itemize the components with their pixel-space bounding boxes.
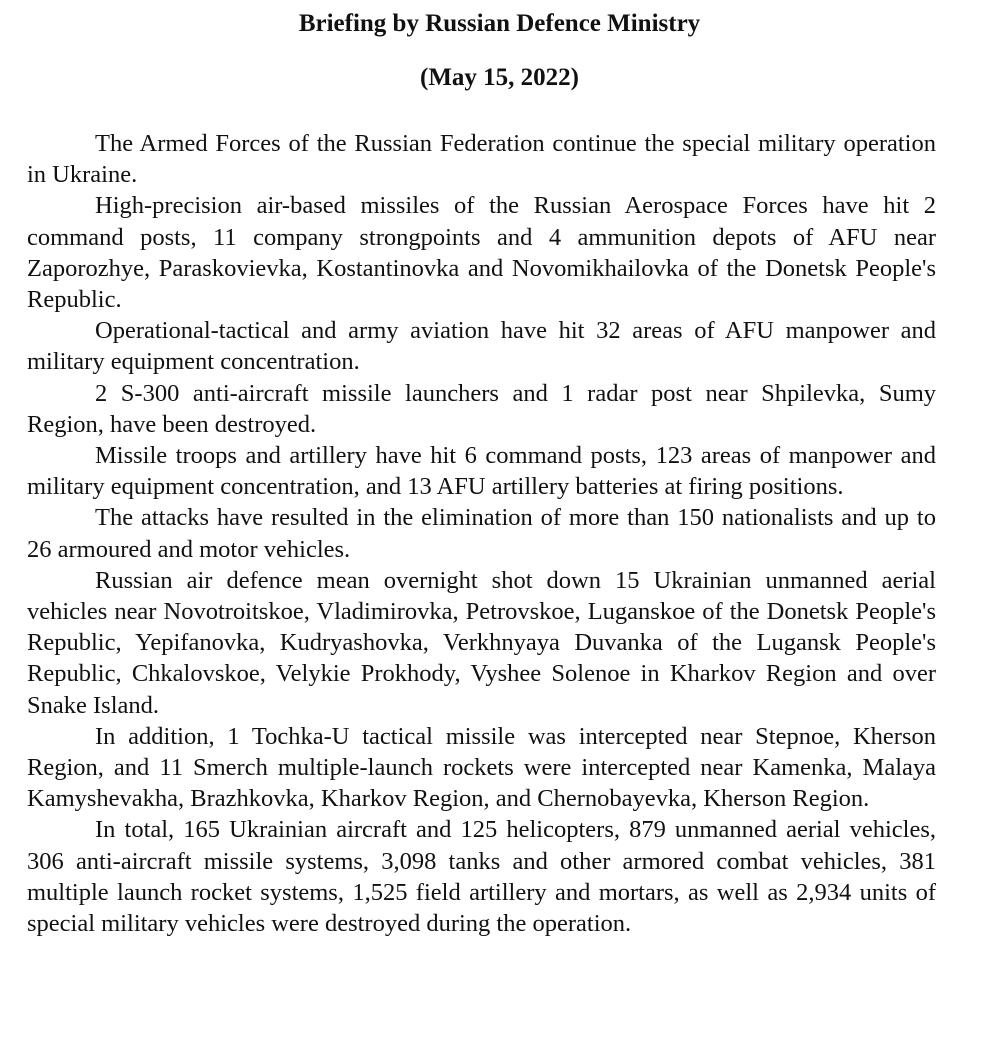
paragraph-7: Russian air defence mean overnight shot down 15 Ukrainian unmanned aerial vehicles near Novotroitskoe, Vladimirovka, Petrovskoe, Luganskoe of the Donetsk People's Republic, Yepifanovka, Kudryashovka, Verkhnyaya Duvanka of the Lugansk People's Republic, Chkalovskoe, Velykie Prokhody, Vyshee Solenoe in Kharkov Region and over Snake Island. [27,566,936,719]
paragraph-1: The Armed Forces of the Russian Federation continue the special military operation in Ukraine. [27,130,936,189]
document-body [27,128,936,939]
paragraph-6: The attacks have resulted in the elimination of more than 150 nationalists and up to 26 armoured and motor vehicles. [27,504,936,563]
paragraph-3: Operational-tactical and army aviation have hit 32 areas of AFU manpower and military equipment concentration. [27,317,936,376]
paragraph-9: In total, 165 Ukrainian aircraft and 125 helicopters, 879 unmanned aerial vehicles, 306 anti-aircraft missile systems, 3,098 tanks and other armored combat vehicles, 381 multiple launch rocket systems, 1,525 field artillery and mortars, as well as 2,934 units of special military vehicles were destroyed during the operation. [27,816,936,938]
paragraph-4: 2 S-300 anti-aircraft missile launchers and 1 radar post near Shpilevka, Sumy Region, have been destroyed. [27,379,936,438]
document-date: (May 15, 2022) [420,64,579,91]
paragraph-5: Missile troops and artillery have hit 6 command posts, 123 areas of manpower and military equipment concentration, and 13 AFU artillery batteries at firing positions. [27,442,936,501]
paragraph-8: In addition, 1 Tochka-U tactical missile was intercepted near Stepnoe, Kherson Region, and 11 Smerch multiple-launch rockets were intercepted near Kamenka, Malaya Kamyshevakha, Brazhkovka, Kharkov Region, and Chernobayevka, Kherson Region. [27,722,936,813]
paragraph-2: High-precision air-based missiles of the Russian Aerospace Forces have hit 2 command posts, 11 company strongpoints and 4 ammunition depots of AFU near Zaporozhye, Paraskovievka, Kostantinovka and Novomikhailovka of the Donetsk People's Republic. [27,192,936,314]
document-title: Briefing by Russian Defence Ministry [298,10,701,37]
